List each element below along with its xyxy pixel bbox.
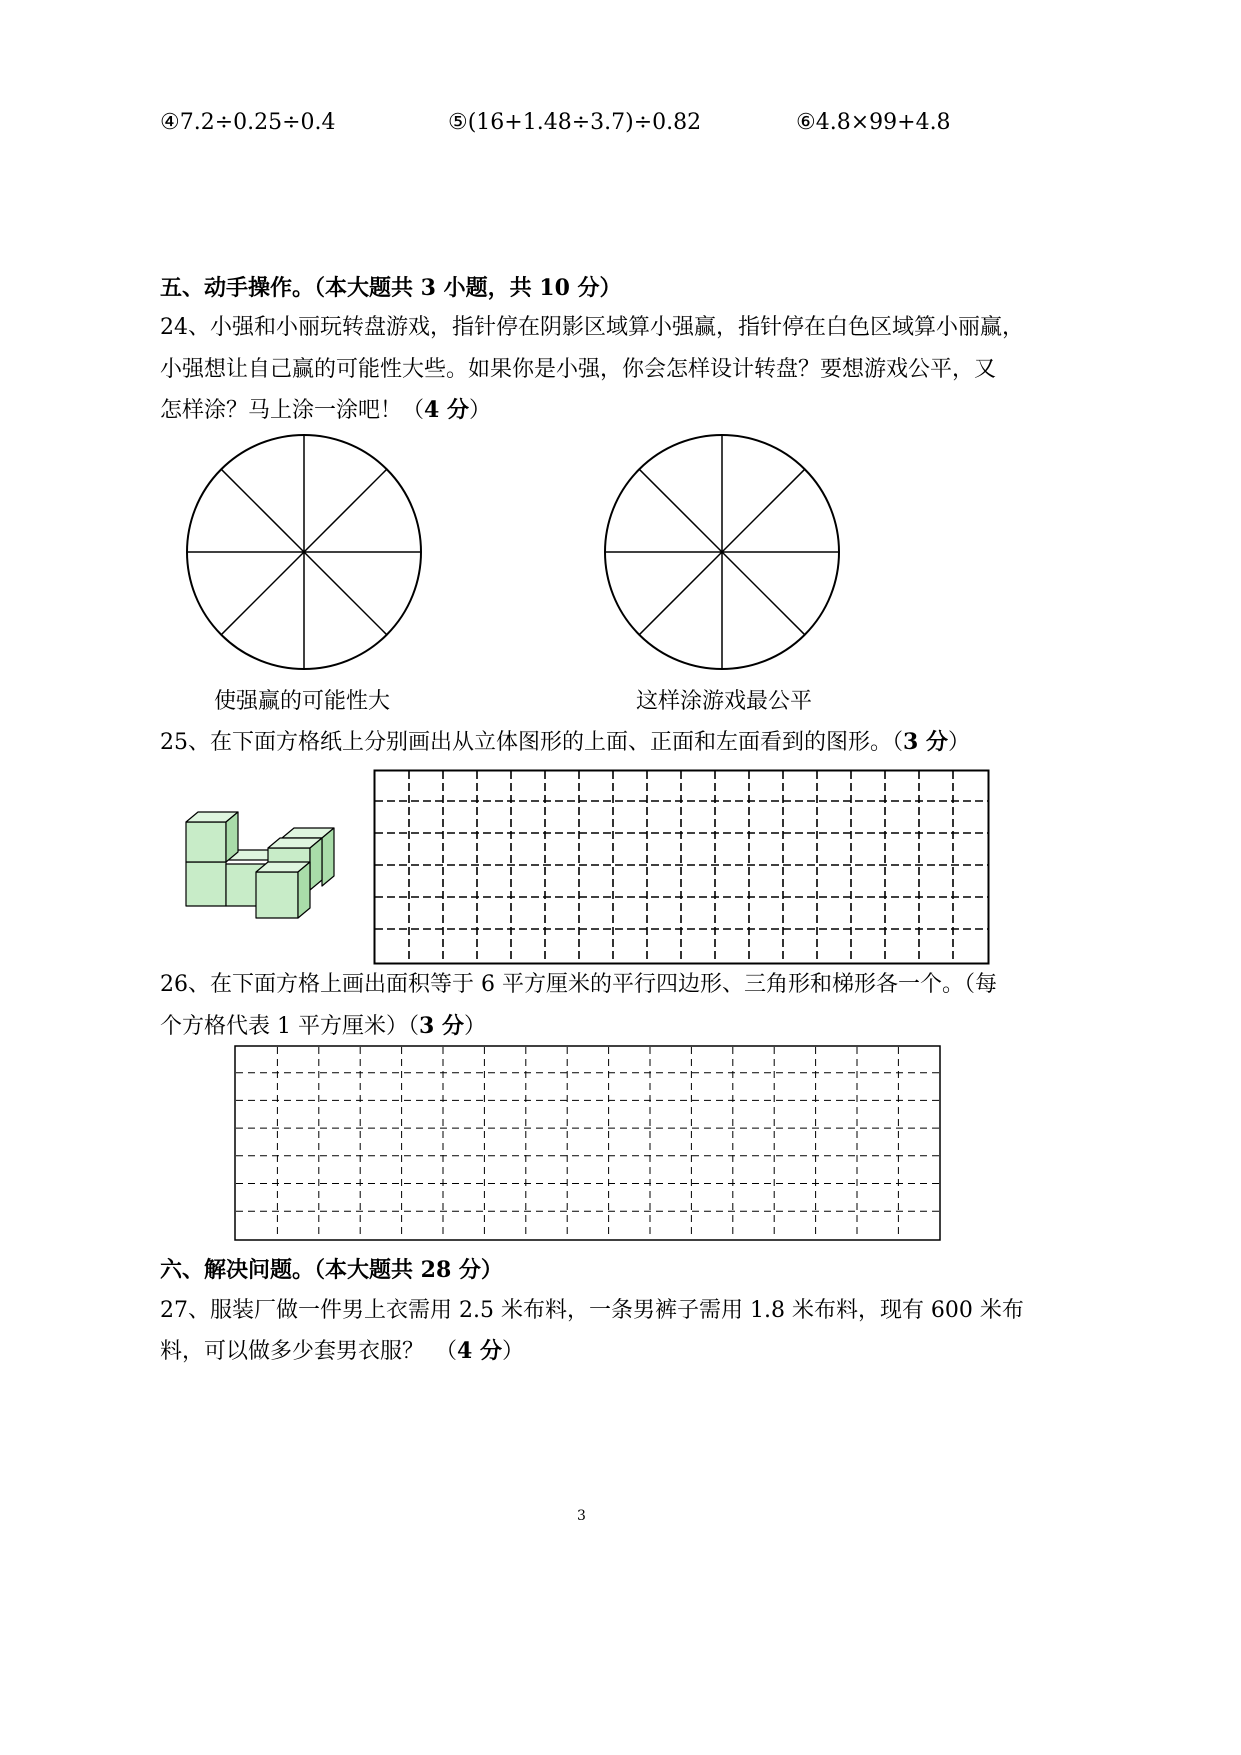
calc-item-6: ⑥4.8×99+4.8 (796, 110, 951, 135)
q24-line-3: 怎样涂？马上涂一涂吧！（4 分） (160, 397, 491, 423)
spinner-wheel-2 (602, 432, 842, 672)
page-number: 3 (577, 1508, 586, 1524)
q27-line-1: 27、服装厂做一件男上衣需用 2.5 米布料，一条男裤子需用 1.8 米布料，现有 600 米布 (160, 1298, 1024, 1323)
q27-line-2: 料，可以做多少套男衣服？ （4 分） (160, 1338, 524, 1364)
q26-line-2: 个方格代表 1 平方厘米）（3 分） (160, 1013, 486, 1039)
q26-line-1: 26、在下面方格上画出面积等于 6 平方厘米的平行四边形、三角形和梯形各一个。（每 (160, 972, 997, 997)
grid-q25 (373, 769, 990, 965)
calc-item-4: ④7.2÷0.25÷0.4 (160, 110, 336, 135)
section-6-title: 六、解决问题。（本大题共 28 分） (160, 1257, 503, 1283)
calc-item-5: ⑤(16+1.48÷3.7)÷0.82 (448, 110, 702, 135)
wheel-2-caption: 这样涂游戏最公平 (636, 689, 813, 714)
grid-q26 (234, 1045, 941, 1241)
q24-line-1: 24、小强和小丽玩转盘游戏，指针停在阴影区域算小强赢，指针停在白色区域算小丽赢， (160, 315, 1024, 340)
section-5-title: 五、动手操作。（本大题共 3 小题，共 10 分） (160, 275, 622, 301)
q24-line-2: 小强想让自己赢的可能性大些。如果你是小强，你会怎样设计转盘？要想游戏公平，又 (160, 357, 997, 382)
cube-figure (182, 808, 342, 923)
wheel-1-caption: 使强赢的可能性大 (214, 689, 391, 714)
q25-text: 25、在下面方格纸上分别画出从立体图形的上面、正面和左面看到的图形。（3 分） (160, 729, 970, 755)
spinner-wheel-1 (184, 432, 424, 672)
